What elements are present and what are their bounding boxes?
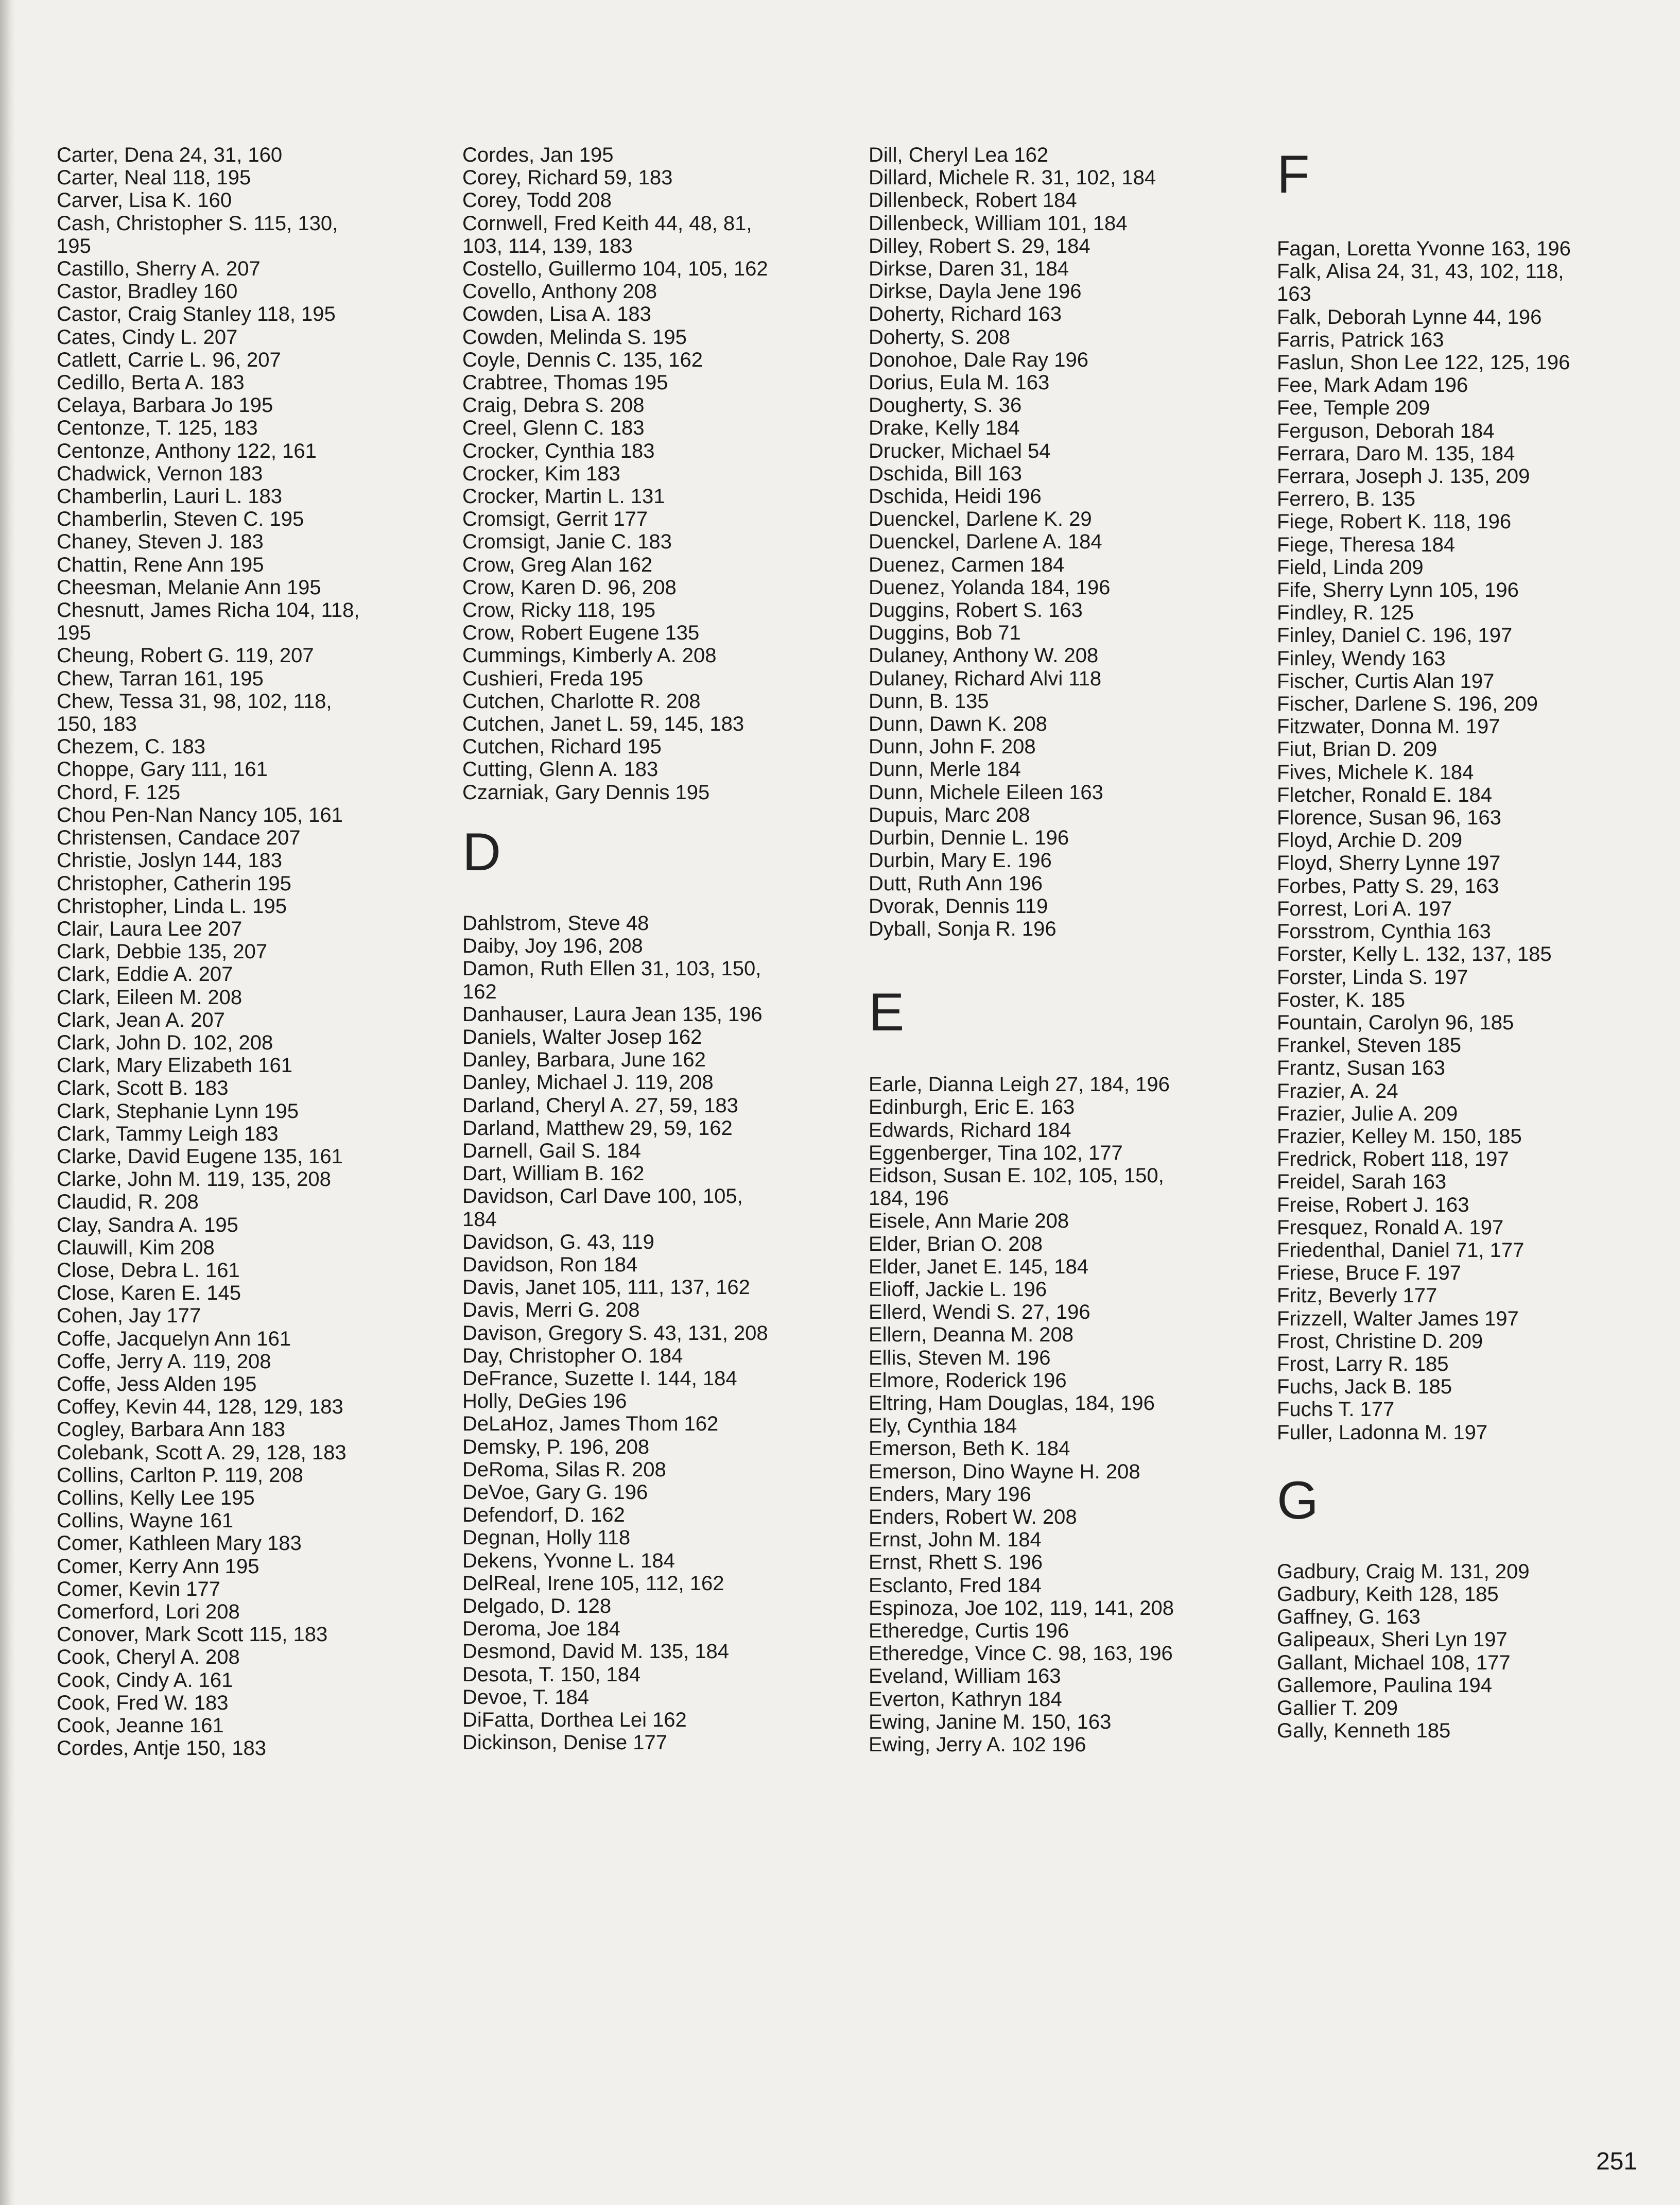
index-entry: Gally, Kenneth 185	[1277, 1719, 1451, 1743]
index-entry: DiFatta, Dorthea Lei 162	[462, 1709, 687, 1731]
index-entry: Finley, Daniel C. 196, 197	[1277, 624, 1513, 647]
index-entry: Collins, Kelly Lee 195	[57, 1486, 255, 1509]
index-entry: Carver, Lisa K. 160	[57, 189, 232, 212]
index-entry: Crow, Ricky 118, 195	[462, 599, 655, 622]
index-entry: Friese, Bruce F. 197	[1277, 1262, 1461, 1285]
section-letter-heading: F	[1277, 145, 1310, 204]
index-entry: Enders, Mary 196	[869, 1483, 1031, 1506]
index-entry: Cutchen, Janet L. 59, 145, 183	[462, 713, 744, 736]
index-entry: Craig, Debra S. 208	[462, 394, 645, 417]
index-entry: Eveland, William 163	[869, 1665, 1061, 1688]
index-entry: Darnell, Gail S. 184	[462, 1139, 641, 1162]
index-entry: Duggins, Robert S. 163	[869, 599, 1083, 622]
index-entry: Frazier, Julie A. 209	[1277, 1102, 1458, 1125]
index-entry: Edinburgh, Eric E. 163	[869, 1096, 1075, 1119]
index-entry: Cutchen, Richard 195	[462, 735, 662, 759]
index-entry: Gallant, Michael 108, 177	[1277, 1651, 1511, 1674]
index-entry: Cordes, Antje 150, 183	[57, 1737, 266, 1760]
index-entry: Claudid, R. 208	[57, 1191, 199, 1214]
index-entry: Desmond, David M. 135, 184	[462, 1640, 730, 1663]
index-entry: Forsstrom, Cynthia 163	[1277, 920, 1491, 943]
index-entry: Conover, Mark Scott 115, 183	[57, 1623, 328, 1646]
section-letter-heading: G	[1277, 1470, 1319, 1530]
index-entry: Darland, Cheryl A. 27, 59, 183	[462, 1094, 738, 1117]
index-entry: Crabtree, Thomas 195	[462, 371, 668, 394]
index-entry: Ernst, John M. 184	[869, 1528, 1042, 1552]
index-entry: Clark, Debbie 135, 207	[57, 940, 268, 963]
index-entry: Dutt, Ruth Ann 196	[869, 872, 1043, 895]
index-entry: Celaya, Barbara Jo 195	[57, 394, 273, 417]
index-entry: Eisele, Ann Marie 208	[869, 1210, 1069, 1233]
index-entry: Faslun, Shon Lee 122, 125, 196	[1277, 351, 1570, 374]
index-entry: Delgado, D. 128	[462, 1594, 612, 1617]
index-entry: Friedenthal, Daniel 71, 177	[1277, 1238, 1525, 1262]
index-entry: Cook, Fred W. 183	[57, 1691, 229, 1714]
index-entry: Cohen, Jay 177	[57, 1304, 201, 1328]
index-entry: Cutting, Glenn A. 183	[462, 758, 659, 781]
index-entry: Chaney, Steven J. 183	[57, 530, 264, 554]
index-entry: Fischer, Curtis Alan 197	[1277, 669, 1495, 693]
index-entry: Falk, Alisa 24, 31, 43, 102, 118,	[1277, 260, 1564, 283]
index-entry: Crow, Greg Alan 162	[462, 553, 653, 576]
index-entry: Etheredge, Curtis 196	[869, 1619, 1069, 1642]
index-entry: Everton, Kathryn 184	[869, 1687, 1062, 1711]
index-entry: Gallemore, Paulina 194	[1277, 1674, 1493, 1697]
index-entry: Drake, Kelly 184	[869, 417, 1020, 440]
index-entry: Choppe, Gary 111, 161	[57, 758, 268, 781]
index-entry: Elmore, Roderick 196	[869, 1369, 1067, 1392]
index-entry: Close, Karen E. 145	[57, 1282, 241, 1305]
index-entry: Deroma, Joe 184	[462, 1617, 620, 1641]
index-entry: Danley, Barbara, June 162	[462, 1048, 706, 1072]
index-entry: Clarke, John M. 119, 135, 208	[57, 1168, 331, 1191]
index-entry: Christie, Joslyn 144, 183	[57, 849, 283, 872]
index-entry: Devoe, T. 184	[462, 1685, 590, 1709]
index-entry: Dunn, Dawn K. 208	[869, 713, 1047, 736]
index-entry: Centonze, Anthony 122, 161	[57, 439, 317, 462]
index-entry: Frizzell, Walter James 197	[1277, 1307, 1519, 1330]
index-entry: Dirkse, Daren 31, 184	[869, 257, 1069, 281]
index-entry: Donohoe, Dale Ray 196	[869, 348, 1088, 371]
index-entry: Fee, Temple 209	[1277, 397, 1430, 420]
index-entry: Findley, R. 125	[1277, 601, 1414, 625]
index-entry: Degnan, Holly 118	[462, 1526, 631, 1549]
index-entry: Chattin, Rene Ann 195	[57, 553, 264, 576]
index-entry: Castor, Craig Stanley 118, 195	[57, 303, 336, 326]
index-entry: Earle, Dianna Leigh 27, 184, 196	[869, 1073, 1170, 1096]
index-entry: Corey, Todd 208	[462, 189, 612, 212]
index-entry: Chesnutt, James Richa 104, 118,	[57, 599, 360, 622]
index-entry: Coffe, Jerry A. 119, 208	[57, 1350, 271, 1373]
index-entry: 163	[1277, 283, 1311, 306]
index-entry: Comer, Kathleen Mary 183	[57, 1532, 302, 1555]
index-entry: Dschida, Bill 163	[869, 462, 1022, 485]
index-entry: Crow, Robert Eugene 135	[462, 622, 700, 645]
index-entry: DeVoe, Gary G. 196	[462, 1480, 648, 1504]
index-entry: Farris, Patrick 163	[1277, 328, 1444, 351]
index-entry: Foster, K. 185	[1277, 988, 1406, 1011]
index-entry: Cromsigt, Janie C. 183	[462, 530, 672, 554]
index-entry: Coffey, Kevin 44, 128, 129, 183	[57, 1396, 343, 1419]
index-entry: Crow, Karen D. 96, 208	[462, 576, 677, 599]
index-entry: DelReal, Irene 105, 112, 162	[462, 1572, 724, 1595]
index-entry: 195	[57, 234, 91, 257]
index-entry: Floyd, Archie D. 209	[1277, 829, 1463, 852]
index-entry: Cook, Cheryl A. 208	[57, 1646, 240, 1669]
index-entry: Fresquez, Ronald A. 197	[1277, 1216, 1504, 1239]
index-entry: Eltring, Ham Douglas, 184, 196	[869, 1391, 1155, 1415]
index-entry: Clark, John D. 102, 208	[57, 1031, 273, 1054]
index-entry: Fiege, Robert K. 118, 196	[1277, 510, 1512, 533]
index-entry: Doherty, S. 208	[869, 325, 1010, 349]
index-entry: Frost, Larry R. 185	[1277, 1352, 1449, 1375]
index-entry: Duenckel, Darlene A. 184	[869, 530, 1102, 554]
index-entry: Cash, Christopher S. 115, 130,	[57, 212, 338, 235]
index-entry: Collins, Wayne 161	[57, 1509, 234, 1532]
index-entry: Cordes, Jan 195	[462, 144, 614, 166]
index-entry: Emerson, Beth K. 184	[869, 1437, 1070, 1460]
index-entry: Catlett, Carrie L. 96, 207	[57, 348, 281, 371]
index-column-1	[57, 144, 438, 1760]
index-entry: Demsky, P. 196, 208	[462, 1435, 650, 1458]
index-entry: Forrest, Lori A. 197	[1277, 897, 1452, 920]
index-entry: 184, 196	[869, 1187, 949, 1210]
index-entry: Clark, Stephanie Lynn 195	[57, 1099, 299, 1123]
index-entry: Christopher, Linda L. 195	[57, 894, 287, 918]
index-entry: Clay, Sandra A. 195	[57, 1213, 238, 1236]
index-entry: Dorius, Eula M. 163	[869, 371, 1050, 394]
index-entry: Frost, Christine D. 209	[1277, 1330, 1483, 1353]
index-entry: Dirkse, Dayla Jene 196	[869, 280, 1082, 303]
index-entry: Clark, Eddie A. 207	[57, 963, 233, 986]
index-entry: Fischer, Darlene S. 196, 209	[1277, 693, 1538, 716]
index-entry: Eggenberger, Tina 102, 177	[869, 1141, 1123, 1164]
index-entry: Clarke, David Eugene 135, 161	[57, 1145, 343, 1168]
index-entry: Dillenbeck, William 101, 184	[869, 212, 1128, 235]
index-entry: Defendorf, D. 162	[462, 1504, 625, 1527]
index-entry: Drucker, Michael 54	[869, 439, 1051, 462]
index-entry: Cowden, Melinda S. 195	[462, 325, 687, 349]
index-entry: Gadbury, Craig M. 131, 209	[1277, 1560, 1530, 1583]
index-entry: Crocker, Cynthia 183	[462, 439, 655, 462]
index-entry: Colebank, Scott A. 29, 128, 183	[57, 1441, 347, 1464]
index-entry: Dart, William B. 162	[462, 1162, 645, 1185]
book-gutter-shadow	[0, 0, 15, 2205]
index-entry: Darland, Matthew 29, 59, 162	[462, 1116, 733, 1140]
index-entry: Dulaney, Richard Alvi 118	[869, 667, 1102, 690]
index-entry: Dyball, Sonja R. 196	[869, 917, 1057, 940]
index-entry: DeFrance, Suzette I. 144, 184	[462, 1367, 737, 1390]
index-entry: Dunn, Merle 184	[869, 758, 1021, 781]
index-entry: Field, Linda 209	[1277, 556, 1424, 579]
index-entry: Comer, Kerry Ann 195	[57, 1555, 259, 1578]
index-entry: Ellern, Deanna M. 208	[869, 1323, 1074, 1347]
index-entry: Dill, Cheryl Lea 162	[869, 144, 1049, 166]
index-entry: Coyle, Dennis C. 135, 162	[462, 348, 703, 371]
index-entry: Elder, Janet E. 145, 184	[869, 1255, 1088, 1278]
index-entry: Chord, F. 125	[57, 781, 181, 804]
index-entry: 184	[462, 1208, 497, 1231]
index-entry: Coffe, Jacquelyn Ann 161	[57, 1327, 291, 1350]
index-entry: Dunn, John F. 208	[869, 735, 1036, 759]
index-entry: Carter, Neal 118, 195	[57, 166, 251, 190]
index-entry: Emerson, Dino Wayne H. 208	[869, 1460, 1140, 1483]
index-entry: Frantz, Susan 163	[1277, 1057, 1445, 1080]
index-entry: Fletcher, Ronald E. 184	[1277, 783, 1493, 806]
index-entry: Close, Debra L. 161	[57, 1259, 240, 1282]
index-entry: Fiege, Theresa 184	[1277, 533, 1456, 556]
index-entry: Doherty, Richard 163	[869, 303, 1062, 326]
index-entry: Davis, Merri G. 208	[462, 1299, 640, 1322]
index-entry: Ely, Cynthia 184	[869, 1415, 1017, 1438]
index-entry: Ferrara, Joseph J. 135, 209	[1277, 465, 1530, 488]
index-entry: Covello, Anthony 208	[462, 280, 657, 303]
index-entry: Clauwill, Kim 208	[57, 1236, 215, 1259]
index-entry: Forster, Linda S. 197	[1277, 966, 1468, 989]
index-entry: Daniels, Walter Josep 162	[462, 1025, 702, 1048]
index-entry: Cromsigt, Gerrit 177	[462, 508, 648, 531]
index-entry: Chezem, C. 183	[57, 735, 206, 759]
index-entry: Ellis, Steven M. 196	[869, 1346, 1051, 1369]
index-entry: Dougherty, S. 36	[869, 394, 1022, 417]
index-entry: Davidson, G. 43, 119	[462, 1230, 654, 1253]
index-entry: Galipeaux, Sheri Lyn 197	[1277, 1628, 1508, 1651]
section-letter-heading: D	[462, 822, 501, 882]
index-column-4	[1277, 144, 1658, 1742]
index-entry: 162	[462, 980, 497, 1003]
index-entry: Floyd, Sherry Lynne 197	[1277, 852, 1501, 875]
index-entry: Ferrero, B. 135	[1277, 488, 1416, 511]
index-entry: Durbin, Dennie L. 196	[869, 826, 1069, 850]
index-entry: Ewing, Janine M. 150, 163	[869, 1710, 1112, 1733]
index-entry: Fredrick, Robert 118, 197	[1277, 1148, 1509, 1171]
index-entry: Danhauser, Laura Jean 135, 196	[462, 1003, 763, 1026]
index-entry: Fitzwater, Donna M. 197	[1277, 715, 1500, 738]
index-entry: Elioff, Jackie L. 196	[869, 1278, 1047, 1301]
index-entry: Day, Christopher O. 184	[462, 1344, 683, 1367]
index-entry: Castor, Bradley 160	[57, 280, 238, 303]
index-entry: Czarniak, Gary Dennis 195	[462, 781, 710, 804]
index-entry: Dulaney, Anthony W. 208	[869, 644, 1099, 667]
index-entry: Davison, Gregory S. 43, 131, 208	[462, 1321, 768, 1345]
index-entry: Davidson, Carl Dave 100, 105,	[462, 1185, 743, 1208]
index-entry: Dekens, Yvonne L. 184	[462, 1549, 675, 1572]
index-entry: Davis, Janet 105, 111, 137, 162	[462, 1276, 750, 1299]
index-entry: Cheung, Robert G. 119, 207	[57, 644, 314, 667]
index-entry: Carter, Dena 24, 31, 160	[57, 144, 283, 166]
index-entry: Gaffney, G. 163	[1277, 1606, 1421, 1629]
index-entry: Duggins, Bob 71	[869, 622, 1021, 645]
index-entry: Forster, Kelly L. 132, 137, 185	[1277, 943, 1552, 966]
index-entry: Gallier T. 209	[1277, 1696, 1398, 1719]
index-entry: Comerford, Lori 208	[57, 1600, 240, 1623]
index-entry: Durbin, Mary E. 196	[869, 849, 1052, 872]
index-entry: Esclanto, Fred 184	[869, 1574, 1042, 1597]
index-entry: Clark, Eileen M. 208	[57, 986, 243, 1009]
index-entry: Ferrara, Daro M. 135, 184	[1277, 442, 1515, 465]
index-entry: Cheesman, Melanie Ann 195	[57, 576, 321, 599]
index-entry: Cornwell, Fred Keith 44, 48, 81,	[462, 212, 752, 235]
index-entry: Crocker, Kim 183	[462, 462, 620, 485]
index-entry: Fee, Mark Adam 196	[1277, 374, 1468, 397]
index-entry: Enders, Robert W. 208	[869, 1505, 1077, 1528]
index-entry: Dvorak, Dennis 119	[869, 894, 1048, 918]
index-entry: Duenckel, Darlene K. 29	[869, 508, 1092, 531]
index-entry: Dahlstrom, Steve 48	[462, 911, 649, 935]
index-entry: Frazier, Kelley M. 150, 185	[1277, 1125, 1522, 1148]
index-column-3	[869, 144, 1250, 1756]
index-entry: Cummings, Kimberly A. 208	[462, 644, 717, 667]
index-entry: Dupuis, Marc 208	[869, 803, 1030, 826]
page-number: 251	[1596, 2148, 1638, 2175]
index-entry: 150, 183	[57, 713, 137, 736]
index-entry: Clark, Jean A. 207	[57, 1008, 225, 1031]
index-entry: Castillo, Sherry A. 207	[57, 257, 261, 281]
index-entry: Clark, Tammy Leigh 183	[57, 1122, 279, 1145]
index-entry: Cates, Cindy L. 207	[57, 325, 238, 349]
index-entry: Gadbury, Keith 128, 185	[1277, 1582, 1499, 1606]
index-entry: Fuller, Ladonna M. 197	[1277, 1421, 1488, 1444]
index-entry: Duenez, Yolanda 184, 196	[869, 576, 1111, 599]
index-entry: Freise, Robert J. 163	[1277, 1193, 1469, 1216]
index-entry: Fives, Michele K. 184	[1277, 761, 1474, 784]
index-entry: Fife, Sherry Lynn 105, 196	[1277, 579, 1519, 602]
index-entry: Desota, T. 150, 184	[462, 1663, 641, 1686]
index-entry: Ernst, Rhett S. 196	[869, 1551, 1043, 1574]
index-entry: Chamberlin, Steven C. 195	[57, 508, 304, 531]
index-entry: Cutchen, Charlotte R. 208	[462, 690, 701, 713]
index-entry: Fuchs T. 177	[1277, 1398, 1395, 1421]
index-entry: Chew, Tarran 161, 195	[57, 667, 264, 690]
index-entry: Cedillo, Berta A. 183	[57, 371, 245, 394]
index-entry: Cogley, Barbara Ann 183	[57, 1418, 286, 1441]
index-entry: Centonze, T. 125, 183	[57, 417, 258, 440]
index-entry: Chadwick, Vernon 183	[57, 462, 263, 485]
index-entry: Elder, Brian O. 208	[869, 1232, 1043, 1255]
index-entry: Costello, Guillermo 104, 105, 162	[462, 257, 768, 281]
index-entry: Clair, Laura Lee 207	[57, 917, 243, 940]
index-entry: Cook, Cindy A. 161	[57, 1668, 233, 1692]
index-entry: Collins, Carlton P. 119, 208	[57, 1463, 303, 1487]
index-entry: Duenez, Carmen 184	[869, 553, 1065, 576]
index-entry: Daiby, Joy 196, 208	[462, 935, 643, 958]
index-entry: Cook, Jeanne 161	[57, 1714, 224, 1737]
index-entry: Etheredge, Vince C. 98, 163, 196	[869, 1642, 1173, 1665]
index-entry: Danley, Michael J. 119, 208	[462, 1071, 714, 1094]
index-entry: Clark, Scott B. 183	[57, 1077, 229, 1100]
index-entry: Ellerd, Wendi S. 27, 196	[869, 1301, 1090, 1324]
index-entry: Dickinson, Denise 177	[462, 1731, 667, 1754]
index-entry: Ewing, Jerry A. 102 196	[869, 1733, 1086, 1756]
index-entry: Dillard, Michele R. 31, 102, 184	[869, 166, 1156, 190]
index-entry: 103, 114, 139, 183	[462, 234, 633, 257]
index-entry: Holly, DeGies 196	[462, 1390, 627, 1413]
index-entry: Ferguson, Deborah 184	[1277, 419, 1495, 442]
index-entry: Frankel, Steven 185	[1277, 1034, 1461, 1057]
index-entry: Dilley, Robert S. 29, 184	[869, 234, 1090, 257]
index-entry: Crocker, Martin L. 131	[462, 485, 665, 508]
index-column-2	[462, 144, 843, 1754]
index-entry: Cowden, Lisa A. 183	[462, 303, 651, 326]
index-entry: Clark, Mary Elizabeth 161	[57, 1054, 292, 1077]
index-entry: Fritz, Beverly 177	[1277, 1284, 1437, 1307]
index-entry: Comer, Kevin 177	[57, 1577, 220, 1600]
index-entry: Fountain, Carolyn 96, 185	[1277, 1011, 1514, 1034]
index-entry: Freidel, Sarah 163	[1277, 1170, 1447, 1194]
index-entry: Frazier, A. 24	[1277, 1079, 1398, 1102]
index-entry: Fiut, Brian D. 209	[1277, 738, 1437, 761]
index-entry: Edwards, Richard 184	[869, 1118, 1071, 1142]
section-letter-heading: E	[869, 983, 905, 1043]
index-entry: Damon, Ruth Ellen 31, 103, 150,	[462, 957, 761, 980]
index-entry: Chou Pen-Nan Nancy 105, 161	[57, 803, 343, 826]
index-entry: Falk, Deborah Lynne 44, 196	[1277, 305, 1542, 329]
index-entry: Corey, Richard 59, 183	[462, 166, 673, 190]
index-entry: Fuchs, Jack B. 185	[1277, 1375, 1452, 1399]
index-entry: Cushieri, Freda 195	[462, 667, 644, 690]
index-entry: Dunn, B. 135	[869, 690, 989, 713]
index-entry: Davidson, Ron 184	[462, 1253, 638, 1276]
index-entry: Espinoza, Joe 102, 119, 141, 208	[869, 1596, 1174, 1620]
index-entry: Dschida, Heidi 196	[869, 485, 1042, 508]
index-entry: Fagan, Loretta Yvonne 163, 196	[1277, 237, 1571, 260]
index-entry: Dillenbeck, Robert 184	[869, 189, 1077, 212]
index-entry: Chew, Tessa 31, 98, 102, 118,	[57, 690, 332, 713]
index-entry: Forbes, Patty S. 29, 163	[1277, 874, 1499, 898]
index-entry: Florence, Susan 96, 163	[1277, 806, 1501, 830]
index-entry: Finley, Wendy 163	[1277, 647, 1446, 670]
index-entry: 195	[57, 622, 91, 645]
index-entry: Creel, Glenn C. 183	[462, 417, 645, 440]
index-entry: DeLaHoz, James Thom 162	[462, 1412, 719, 1436]
index-entry: Dunn, Michele Eileen 163	[869, 781, 1103, 804]
index-entry: Eidson, Susan E. 102, 105, 150,	[869, 1164, 1164, 1187]
index-entry: Christopher, Catherin 195	[57, 872, 291, 895]
index-entry: Chamberlin, Lauri L. 183	[57, 485, 283, 508]
index-entry: Christensen, Candace 207	[57, 826, 301, 850]
index-entry: Coffe, Jess Alden 195	[57, 1372, 257, 1396]
index-entry: DeRoma, Silas R. 208	[462, 1458, 666, 1481]
